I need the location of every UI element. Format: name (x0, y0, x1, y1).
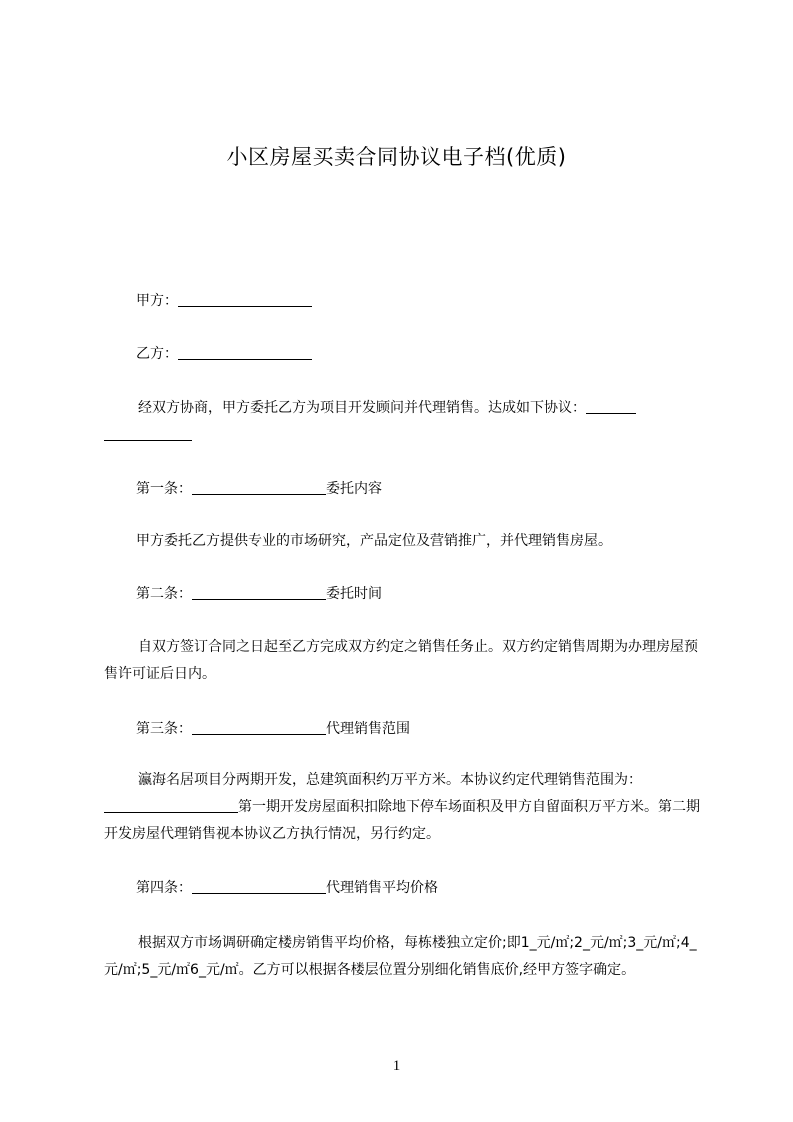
article-3-blank (192, 720, 326, 735)
article-3-label: 第三条： (136, 721, 192, 737)
article-2-blank (192, 585, 326, 600)
article-4-title: 代理销售平均价格 (326, 880, 438, 896)
article-2-title: 委托时间 (326, 586, 382, 602)
party-b-line (136, 344, 312, 364)
article-3-body (104, 767, 704, 848)
article-1-heading (136, 479, 382, 499)
page-number: 1 (392, 1058, 401, 1074)
article-3-body-part1: 瀛海名居项目分两期开发，总建筑面积约万平方米。本协议约定代理销售范围为： (138, 772, 642, 788)
article-4-heading (136, 878, 438, 898)
party-a-line (136, 291, 312, 311)
document-title: 小区房屋买卖合同协议电子档(优质) (226, 145, 567, 169)
article-4-blank (192, 879, 326, 894)
article-1-body: 甲方委托乙方提供专业的市场研究，产品定位及营销推广，并代理销售房屋。 (136, 533, 612, 549)
article-1-blank (192, 480, 326, 495)
article-2-body: 自双方签订合同之日起至乙方完成双方约定之销售任务止。双方约定销售周期为办理房屋预售许可证后日内。 (104, 639, 698, 682)
party-b-blank (178, 345, 312, 360)
party-a-label: 甲方： (136, 293, 178, 309)
article-1-title: 委托内容 (326, 481, 382, 497)
intro-blank-2 (104, 426, 192, 441)
article-3-heading (136, 719, 410, 739)
article-3-body-part2: 第一期开发房屋面积扣除地下停车场面积及甲方自留面积万平方米。第二期开发房屋代理销售视本协议乙方执行情况，另行约定。 (104, 799, 700, 842)
party-b-label: 乙方： (136, 346, 178, 362)
article-2-label: 第二条： (136, 586, 192, 602)
party-a-blank (178, 292, 312, 307)
intro-text: 经双方协商，甲方委托乙方为项目开发顾问并代理销售。达成如下协议： (138, 400, 586, 416)
intro-paragraph (104, 395, 704, 449)
article-3-title: 代理销售范围 (326, 721, 410, 737)
article-4-body: 根据双方市场调研确定楼房销售平均价格，每栋楼独立定价;即1_元/㎡;2_元/㎡;3_元/㎡;4_元/㎡;5_元/㎡6_元/㎡。乙方可以根据各楼层位置分别细化销售底价,经甲方签字确定。 (104, 935, 697, 978)
intro-blank-1 (586, 399, 636, 414)
article-3-body-blank (104, 798, 238, 813)
article-1-label: 第一条： (136, 481, 192, 497)
article-2-heading (136, 584, 382, 604)
article-4-label: 第四条： (136, 880, 192, 896)
